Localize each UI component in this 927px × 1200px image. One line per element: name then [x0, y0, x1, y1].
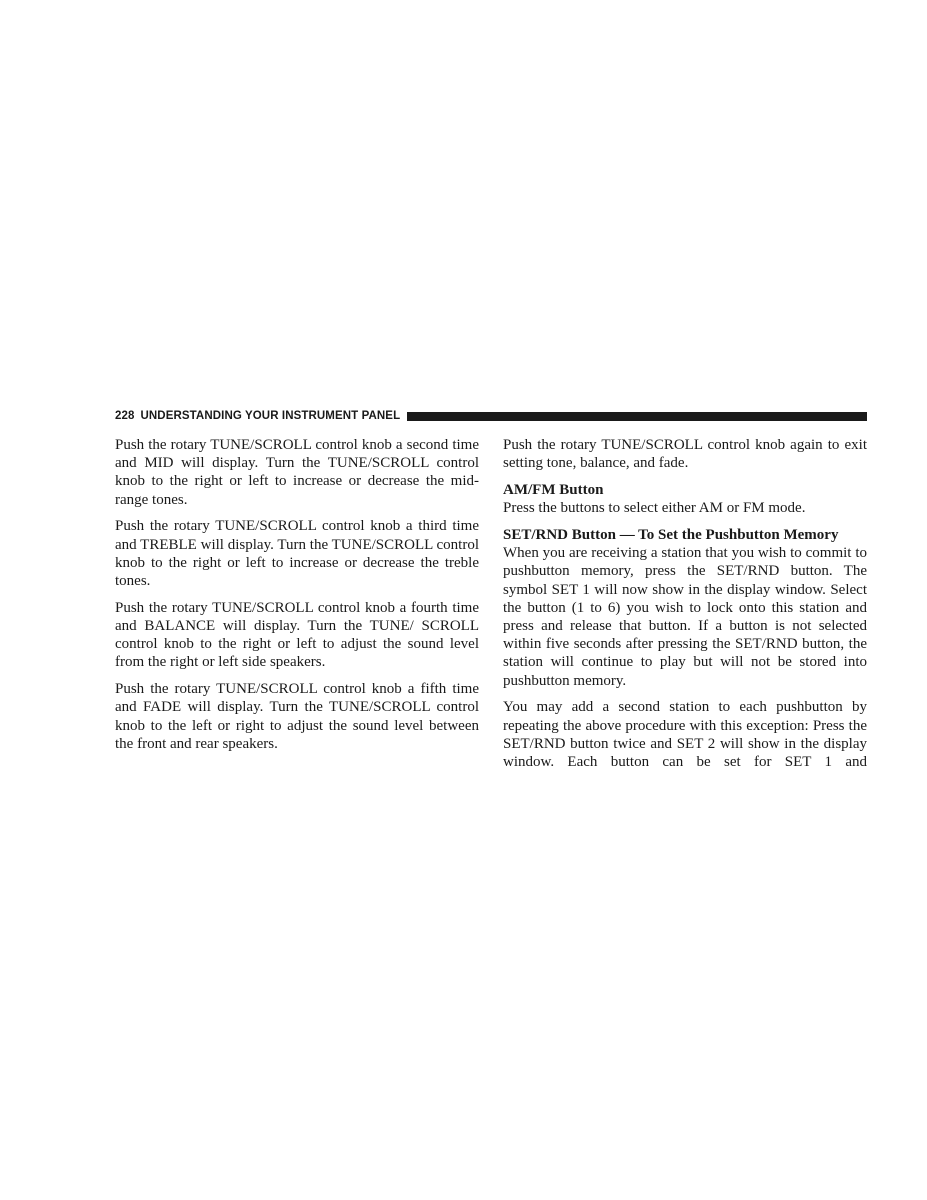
header-rule	[407, 412, 867, 421]
heading-amfm: AM/FM Button	[503, 482, 604, 498]
paragraph-treble: Push the rotary TUNE/SCROLL control knob a third time and TREBLE will display. Turn the TUNE/SCROLL control knob to the right or left to increase or decrease the treble tones.	[115, 518, 479, 590]
paragraph-setrnd: When you are receiving a station that you wish to commit to pushbutton memory, press the SET/RND button. The symbol SET 1 will now show in the display window. Select the button (1 to 6) you wish to lock onto this station and press and release that button. If a button is not selected within five seconds after pressing the SET/RND button, the station will continue to play but will not be stored into pushbutton memory.	[503, 545, 867, 689]
paragraph-balance: Push the rotary TUNE/SCROLL control knob a fourth time and BALANCE will display. Turn the TUNE/ SCROLL control knob to the right or left to adjust the sound level from the right or left side speakers.	[115, 599, 479, 671]
paragraph-second-station: You may add a second station to each pushbutton by repeating the above procedure with this exception: Press the SET/RND button twice and SET 2 will show in the display window. Each button can be set for SET 1 and	[503, 699, 867, 771]
right-column	[503, 436, 867, 780]
paragraph-mid: Push the rotary TUNE/SCROLL control knob a second time and MID will display. Turn the TUNE/SCROLL control knob to the right or left to increase or decrease the mid-range tones.	[115, 437, 479, 508]
left-column	[115, 436, 479, 762]
paragraph-amfm: Press the buttons to select either AM or FM mode.	[503, 500, 806, 517]
heading-setrnd: SET/RND Button — To Set the Pushbutton Memory	[503, 527, 839, 543]
paragraph-fade: Push the rotary TUNE/SCROLL control knob a fifth time and FADE will display. Turn the TUNE/SCROLL control knob to the left or right to adjust the sound level between the front and rear speakers.	[115, 681, 479, 752]
page-number: 228	[115, 410, 135, 422]
paragraph-exit: Push the rotary TUNE/SCROLL control knob again to exit setting tone, balance, and fade.	[503, 437, 867, 472]
section-title: UNDERSTANDING YOUR INSTRUMENT PANEL	[140, 410, 401, 422]
page-header	[115, 408, 867, 424]
